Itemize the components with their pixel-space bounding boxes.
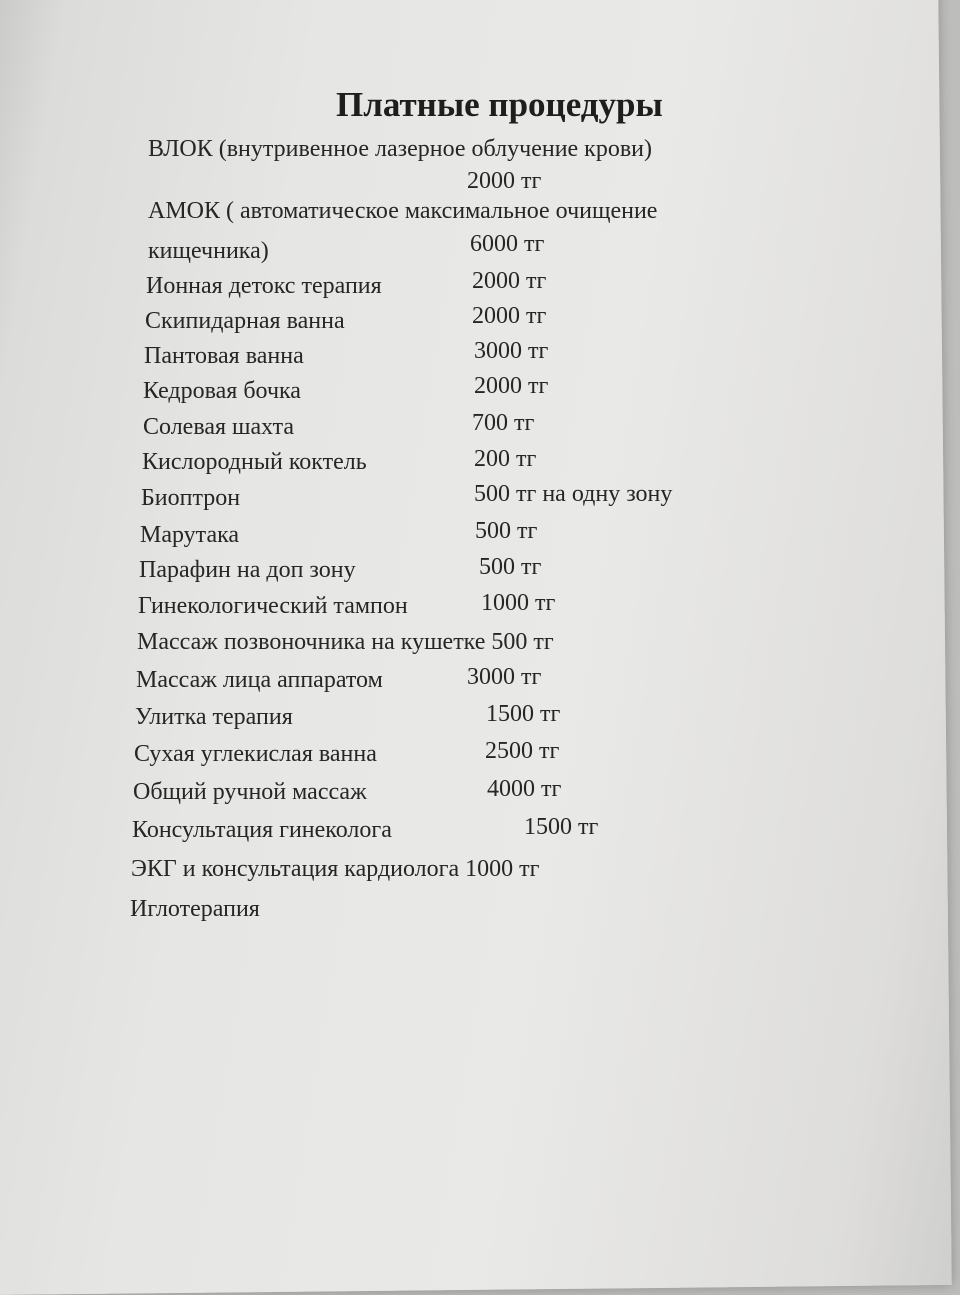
item-price: 3000 тг — [467, 664, 542, 690]
item-name: Сухая углекислая ванна — [134, 741, 377, 767]
item-name: Марутака — [140, 522, 240, 548]
item-name: Улитка терапия — [135, 704, 293, 730]
item-name: Солевая шахта — [143, 414, 294, 440]
item-name: Общий ручной массаж — [133, 779, 367, 805]
item-name: Ионная детокс терапия — [146, 273, 382, 299]
page-title: Платные процедуры — [336, 85, 663, 124]
item-name: АМОК ( автоматическое максимальное очищение — [148, 198, 658, 224]
item-price: 4000 тг — [487, 776, 562, 802]
item-price: 2000 тг — [467, 168, 542, 194]
item-name: Гинекологический тампон — [138, 593, 408, 619]
item-price: 6000 тг — [470, 231, 545, 257]
item-name: Массаж позвоночника на кушетке 500 тг — [137, 629, 554, 655]
item-price: 1500 тг — [486, 701, 561, 727]
item-name: Парафин на доп зону — [139, 557, 356, 583]
item-price: 200 тг — [474, 446, 537, 472]
item-price: 3000 тг — [474, 338, 549, 364]
item-price: 2000 тг — [472, 268, 547, 294]
item-price: 500 тг — [475, 518, 538, 544]
item-name: кищечника) — [148, 238, 269, 264]
item-price: 700 тг — [472, 410, 535, 436]
item-price: 1500 тг — [524, 814, 599, 840]
item-name: Кислородный коктель — [142, 449, 367, 475]
item-price: 2000 тг — [474, 373, 549, 399]
item-name: Биоптрон — [141, 485, 241, 511]
item-name: Пантовая ванна — [144, 343, 304, 369]
item-name: Иглотерапия — [130, 896, 260, 922]
item-price: 500 тг на одну зону — [474, 481, 673, 507]
item-name: Консультация гинеколога — [132, 817, 392, 843]
item-price: 2500 тг — [485, 738, 560, 764]
item-price: 1000 тг — [481, 590, 556, 616]
item-price: 2000 тг — [472, 303, 547, 329]
item-name: Кедровая бочка — [143, 378, 301, 404]
item-price: 500 тг — [479, 554, 542, 580]
item-name: Скипидарная ванна — [145, 308, 345, 334]
item-name: ЭКГ и консультация кардиолога 1000 тг — [131, 856, 540, 882]
item-name: Массаж лица аппаратом — [136, 667, 383, 693]
item-name: ВЛОК (внутривенное лазерное облучение крови) — [148, 136, 653, 162]
